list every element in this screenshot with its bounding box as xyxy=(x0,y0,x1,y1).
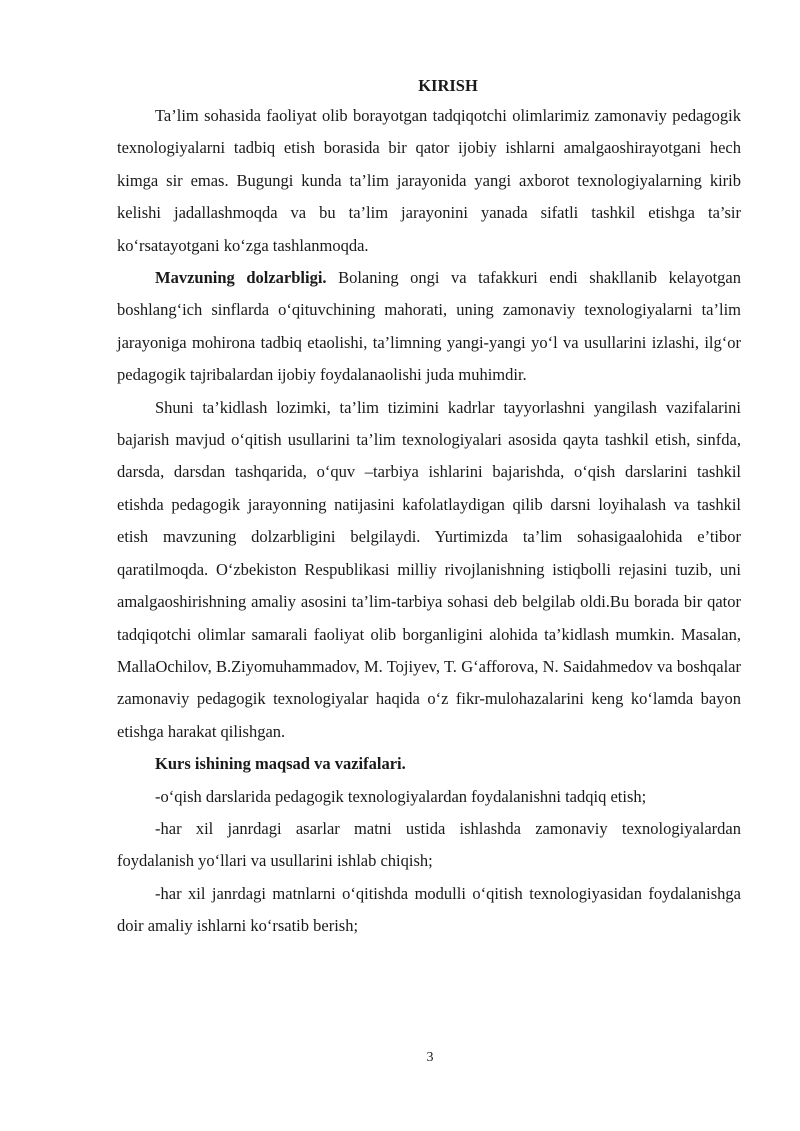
section-heading: KIRISH xyxy=(418,76,478,95)
list-item-task-1: -o‘qish darslarida pedagogik texnologiyalardan foydalanishni tadqiq etish; xyxy=(155,786,647,806)
page-number: 3 xyxy=(426,1050,434,1065)
paragraph-emphasis: Shuni ta’kidlash lozimki, ta’lim tizimini kadrlar tayyorlashni yangilash vazifalarini bajarish mavjud o‘qitish usullarini ta’lim texnologiyalari asosida qayta tashkil etish, sinfda, darsda, darsdan tashqarida, o‘quv –tarbiya ishlarini bajarishda, o‘qish darslarini tashkil etishda pedagogik jarayonning natijasini kafolatlaydigan qilib darsni loyihalash va tashkil etish mavzuning dolzarbligini belgilaydi. Yurtimizda ta’lim sohasigaalohida e’tibor qaratilmoqda. O‘zbekiston Respublikasi milliy rivojlanishning istiqbolli rejasini tuzib, uni amalgaoshirishning amaliy asosini ta’lim-tarbiya sohasi deb belgilab oldi.Bu borada bir qator tadqiqotchi olimlar samarali faoliyat olib borganligini alohida ta’kidlash mumkin. Masalan, MallaOchilov, B.Ziyomuhammadov, M. Tojiyev, T. G‘afforova, N. Saidahmedov va boshqalar zamonaviy pedagogik texnologiyalar haqida o‘z fikr-mulohazalarini keng ko‘lamda bayon etishga harakat qilishgan. xyxy=(117,397,741,741)
paragraph-intro: Ta’lim sohasida faoliyat olib borayotgan tadqiqotchi olimlarimiz zamonaviy pedagogik texnologiyalarni tadbiq etish borasida bir qator ijobiy ishlarni amalgaoshirayotgani hech kimga sir emas. Bugungi kunda ta’lim jarayonida yangi axborot texnologiyalarning kirib kelishi jadallashmoqda va bu ta’lim jarayonini yanada sifatli tashkil etishga ta’sir ko‘rsatayotgani ko‘zga tashlanmoqda. xyxy=(117,106,741,255)
goals-heading: Kurs ishining maqsad va vazifalari. xyxy=(155,754,406,774)
list-item-task-2: -har xil janrdagi asarlar matni ustida ishlashda zamonaviy texnologiyalardan foydalanish yo‘llari va usullarini ishlab chiqish; xyxy=(117,818,741,871)
relevance-text: Bolaning ongi va tafakkuri endi shakllanib kelayotgan boshlang‘ich sinflarda o‘qituvchining mahorati, uning zamonaviy texnologiyalarni ta’lim jarayoniga mohirona tadbiq etaolishi, ta’limning yangi-yangi yo‘l va usullarini izlashi, ilg‘or pedagogik tajribalardan ijobiy foydalanaolishi juda muhimdir. xyxy=(117,268,741,385)
document-page xyxy=(117,74,741,943)
list-item-task-3: -har xil janrdagi matnlarni o‘qitishda modulli o‘qitish texnologiyasidan foydalanishga doir amaliy ishlarni ko‘rsatib berish; xyxy=(117,883,741,936)
relevance-label: Mavzuning dolzarbligi. xyxy=(155,268,327,288)
paragraph-relevance xyxy=(117,262,741,392)
